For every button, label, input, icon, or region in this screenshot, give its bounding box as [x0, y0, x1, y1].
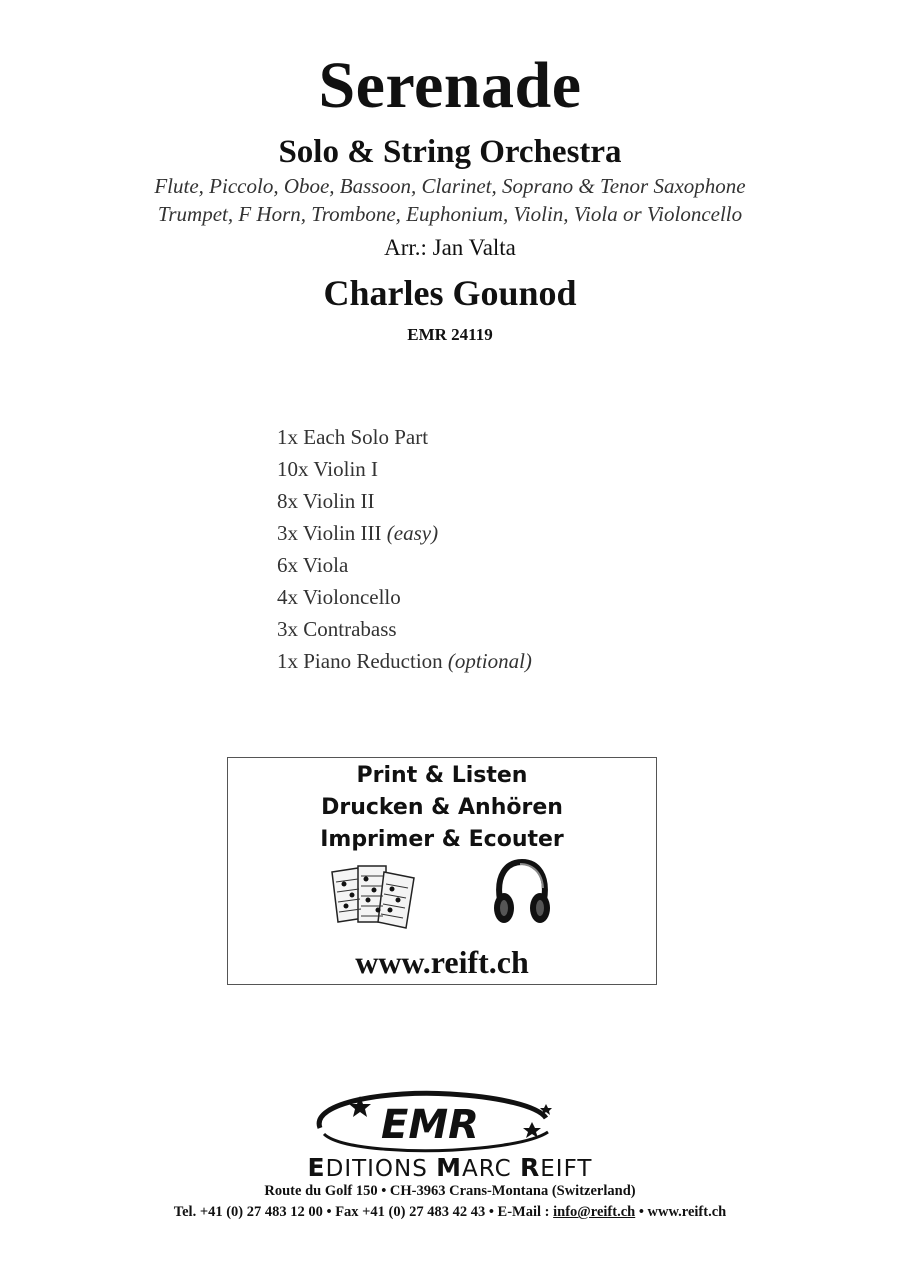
print-listen-de: Drucken & Anhören [321, 795, 563, 820]
page-title: Serenade [318, 49, 582, 122]
instruments-line-2: Trumpet, F Horn, Trombone, Euphonium, Violin, Viola or Violoncello [157, 202, 743, 226]
emr-logo [300, 1088, 560, 1158]
publisher-name: EDITIONS MARC REIFT [307, 1153, 593, 1182]
list-item: 1x Piano Reduction (optional) [277, 649, 532, 673]
print-listen-en: Print & Listen [356, 763, 528, 788]
arranger: Arr.: Jan Valta [384, 235, 516, 260]
logo-text: EMR [381, 1102, 479, 1148]
instruments-line-1: Flute, Piccolo, Oboe, Bassoon, Clarinet, Soprano & Tenor Saxophone [154, 174, 746, 198]
catalog-number: EMR 24119 [407, 325, 493, 344]
print-listen-fr: Imprimer & Ecouter [320, 827, 564, 852]
list-item: 10x Violin I [277, 457, 379, 481]
list-item: 8x Violin II [277, 489, 375, 513]
sheet-music-icon [328, 862, 420, 930]
email-link[interactable]: info@reift.ch [553, 1204, 636, 1220]
website-url[interactable]: www.reift.ch [355, 944, 529, 980]
publisher-contact: Tel. +41 (0) 27 483 12 00 • Fax +41 (0) 27 483 42 43 • E-Mail : info@reift.ch • www.reift.ch [173, 1204, 727, 1220]
list-item: 3x Contrabass [277, 617, 397, 641]
list-item: 3x Violin III (easy) [277, 521, 439, 545]
print-listen-box [227, 757, 657, 985]
composer: Charles Gounod [323, 273, 577, 313]
publisher-address: Route du Golf 150 • CH-3963 Crans-Montana (Switzerland) [264, 1183, 636, 1199]
parts-list [277, 424, 532, 680]
subtitle: Solo & String Orchestra [278, 134, 622, 170]
list-item: 4x Violoncello [277, 585, 401, 609]
list-item: 6x Viola [277, 553, 349, 577]
list-item: 1x Each Solo Part [277, 425, 429, 449]
headphones-icon [490, 858, 554, 928]
